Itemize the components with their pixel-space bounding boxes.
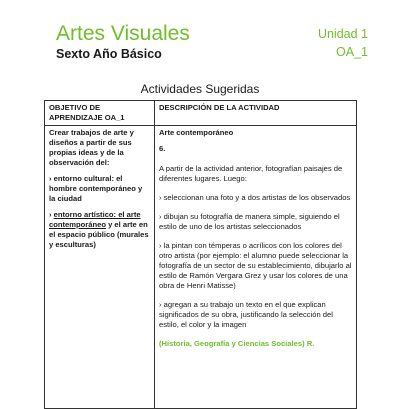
objective-item-1	[49, 174, 150, 204]
bullet-icon: ›	[49, 174, 54, 183]
interdisciplinary-note: (Historia, Geografía y Ciencias Sociales) R.	[159, 339, 315, 348]
unit-label: Unidad 1	[317, 27, 368, 41]
objective-cell	[45, 126, 155, 409]
activity-paragraph: › dibujan su fotografía de manera simple, siguiendo el estilo de uno de los artistas seleccionados	[159, 212, 340, 231]
activity-number: 6.	[159, 144, 166, 153]
activity-paragraph: › la pintan con témperas o acrílicos con los colores del otro artista (por ejemplo: el alumno puede seleccionar la fotografía de un sector de su establecimiento, dibujarlo al estilo de Ramón Vergara Grez y usar los colores de una obra de Henri Matisse)	[159, 241, 352, 290]
objective-item-2	[49, 210, 150, 250]
activity-cell	[155, 126, 357, 409]
activity-column-header: DESCRIPCIÓN DE LA ACTIVIDAD	[155, 101, 357, 126]
document-header-left	[56, 22, 190, 62]
activity-paragraph: › seleccionan una foto y a dos artistas de los observados	[159, 193, 351, 202]
table-header-row	[45, 101, 357, 126]
table-row	[45, 126, 357, 409]
document-header-right	[318, 22, 368, 60]
objective-item-2-rest: y el arte en el espacio público (murales y esculturas)	[49, 220, 149, 249]
section-title: Actividades Sugeridas	[140, 82, 260, 96]
activity-paragraph: › agregan a su trabajo un texto en el que explican significados de su obra, justificando la selección del estilo, el color y la imagen	[159, 300, 333, 329]
objective-item-2-underlined: entorno artístico: el arte contemporáneo	[49, 210, 141, 229]
grade-label: Sexto Año Básico	[56, 47, 162, 61]
objective-intro: Crear trabajos de arte y diseños a partir de sus propias ideas y de la observación del:	[49, 128, 134, 167]
bullet-icon: ›	[49, 210, 54, 219]
objective-item-1-text: entorno cultural: el hombre contemporáneo y la ciudad	[49, 174, 143, 203]
subject-title: Artes Visuales	[56, 22, 190, 45]
activities-table	[44, 100, 357, 409]
oa-label: OA_1	[336, 45, 368, 59]
activity-heading: Arte contemporáneo	[159, 128, 234, 137]
activity-paragraph: A partir de la actividad anterior, fotografían paisajes de diferentes lugares. Luego:	[159, 164, 343, 183]
objective-column-header: OBJETIVO DE APRENDIZAJE OA_1	[45, 101, 155, 126]
